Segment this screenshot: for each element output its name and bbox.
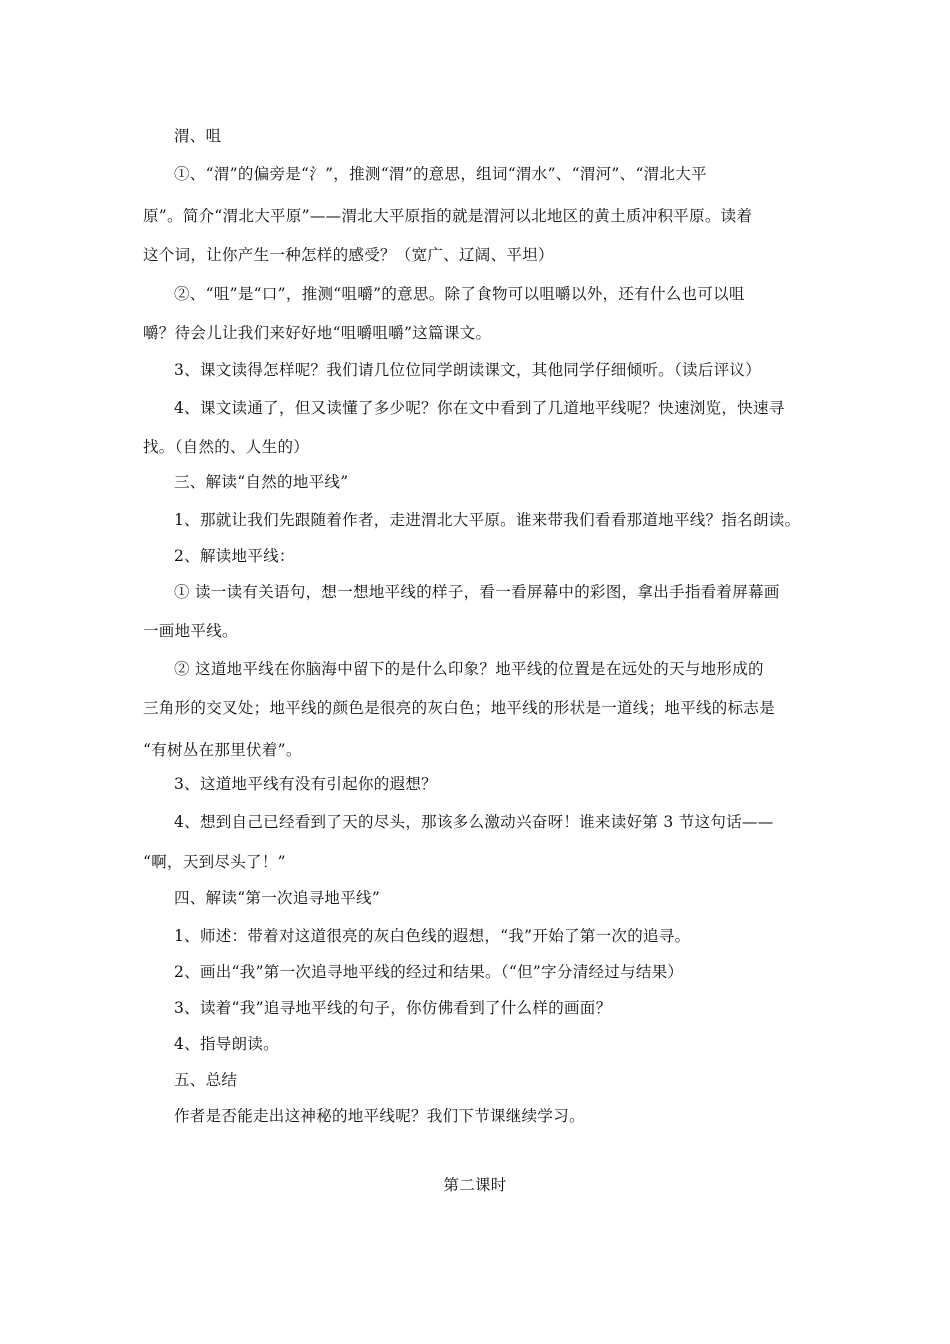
- text-line: 渭、咀: [174, 127, 222, 145]
- text-line: 1、那就让我们先跟随着作者，走进渭北大平原。谁来带我们看看那道地平线？指名朗读。: [174, 511, 801, 529]
- text-line: 3、课文读得怎样呢？我们请几位位同学朗读课文，其他同学仔细倾听。（读后评议）: [174, 361, 762, 379]
- text-line: ②、“咀”是“口”，推测“咀嚼”的意思。除了食物可以咀嚼以外，还有什么也可以咀: [174, 285, 745, 303]
- text-line: 2、解读地平线：: [174, 547, 295, 565]
- text-line: 2、画出“我”第一次追寻地平线的经过和结果。（“但”字分清经过与结果）: [174, 963, 684, 981]
- text-line: 嚼？待会儿让我们来好好地“咀嚼咀嚼”这篇课文。: [143, 324, 492, 342]
- text-line: 3、这道地平线有没有引起你的遐想？: [174, 775, 437, 793]
- text-line: “啊，天到尽头了！”: [143, 853, 286, 871]
- text-line: 4、指导朗读。: [174, 1035, 279, 1053]
- text-line: 原”。简介“渭北大平原”——渭北大平原指的就是渭河以北地区的黄土质冲积平原。读着: [143, 207, 753, 225]
- text-line: ① 读一读有关语句，想一想地平线的样子，看一看屏幕中的彩图，拿出手指看着屏幕画: [174, 583, 780, 601]
- text-line: 找。（自然的、人生的）: [143, 438, 310, 456]
- text-line: ② 这道地平线在你脑海中留下的是什么印象？地平线的位置是在远处的天与地形成的: [174, 660, 764, 678]
- text-line: “有树丛在那里伏着”。: [143, 741, 302, 759]
- lesson-title: 第二课时: [443, 1176, 507, 1194]
- section-heading: 五、总结: [174, 1071, 238, 1089]
- text-line: 4、想到自己已经看到了天的尽头，那该多么激动兴奋呀！谁来读好第 3 节这句话——: [174, 813, 774, 831]
- text-line: 三角形的交叉处；地平线的颜色是很亮的灰白色；地平线的形状是一道线；地平线的标志是: [143, 699, 776, 717]
- section-heading: 三、解读“自然的地平线”: [174, 473, 349, 491]
- section-heading: 四、解读“第一次追寻地平线”: [174, 889, 381, 907]
- text-line: ①、“渭”的偏旁是“氵”，推测“渭”的意思，组词“渭水”、“渭河”、“渭北大平: [174, 165, 707, 183]
- text-line: 这个词，让你产生一种怎样的感受？（宽广、辽阔、平坦）: [143, 246, 554, 264]
- text-line: 作者是否能走出这神秘的地平线呢？我们下节课继续学习。: [174, 1107, 585, 1125]
- text-line: 3、读着“我”追寻地平线的句子，你仿佛看到了什么样的画面？: [174, 999, 612, 1017]
- text-line: 1、师述：带着对这道很亮的灰白色线的遐想，“我”开始了第一次的追寻。: [174, 927, 691, 945]
- text-line: 4、课文读通了，但又读懂了多少呢？你在文中看到了几道地平线呢？快速浏览，快速寻: [174, 399, 785, 417]
- text-line: 一画地平线。: [143, 622, 238, 640]
